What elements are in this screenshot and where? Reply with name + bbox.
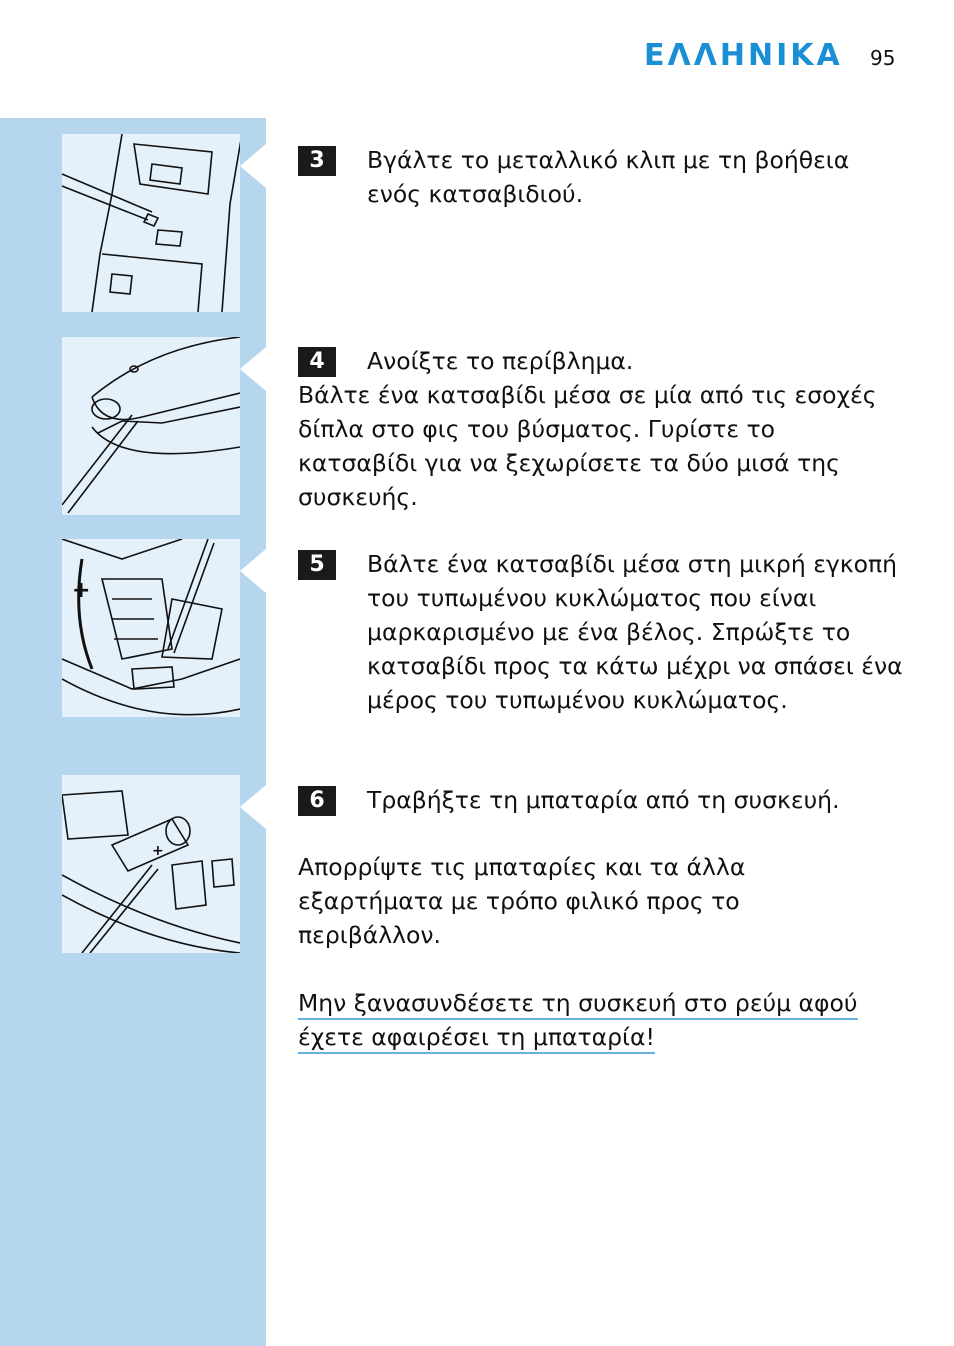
illustration-circuit-board [62, 539, 240, 717]
header-language: ΕΛΛΗΝΙΚΑ [644, 38, 843, 73]
step-text-5: Βάλτε ένα κατσαβίδι μέσα στη μικρή εγκοπή του τυπωμένου κυκλώματος που είναι μαρκαρισμένο με ένα βέλος. Σπρώξτε το κατσαβίδι προς τα κάτω μέχρι να σπάσει ένα μέρος του τυπωμένου κυκλώματος. [367, 550, 903, 714]
notch-1 [240, 144, 266, 188]
step-text-4: Ανοίξτε το περίβλημα. [367, 347, 634, 375]
circuit-drawing [62, 539, 240, 717]
warning-text: Μην ξανασυνδέσετε τη συσκευή στο ρεύμ αφού έχετε αφαιρέσει τη μπαταρία! [298, 989, 858, 1054]
step-detail-4: Βάλτε ένα κατσαβίδι μέσα σε μία από τις εσοχές δίπλα στο φις του βύσματος. Γυρίστε το κατσαβίδι για να ξεχωρίσετε τα δύο μισά της συσκευής. [298, 381, 877, 511]
battery-drawing [62, 775, 240, 953]
illustration-open-housing [62, 337, 240, 515]
warning-paragraph [298, 986, 858, 1054]
page-number: 95 [870, 46, 896, 70]
notch-4 [240, 785, 266, 829]
illustration-remove-clip [62, 134, 240, 312]
step-badge-5: 5 [298, 550, 336, 580]
illustration-remove-battery [62, 775, 240, 953]
notch-2 [240, 347, 266, 391]
battery-plus-label: + [152, 843, 164, 859]
step-text-3: Βγάλτε το μεταλλικό κλιπ με τη βοήθεια ενός κατσαβιδιού. [367, 146, 850, 208]
step-badge-6: 6 [298, 786, 336, 816]
notch-3 [240, 549, 266, 593]
step-badge-4: 4 [298, 347, 336, 377]
disposal-paragraph: Απορρίψτε τις μπαταρίες και τα άλλα εξαρτήματα με τρόπο φιλικό προς το περιβάλλον. [298, 853, 746, 949]
clip-drawing [62, 134, 240, 312]
step-text-6: Τραβήξτε τη μπαταρία από τη συσκευή. [367, 786, 840, 814]
housing-drawing [62, 337, 240, 515]
step-badge-3: 3 [298, 146, 336, 176]
plus-label: + [72, 578, 91, 603]
